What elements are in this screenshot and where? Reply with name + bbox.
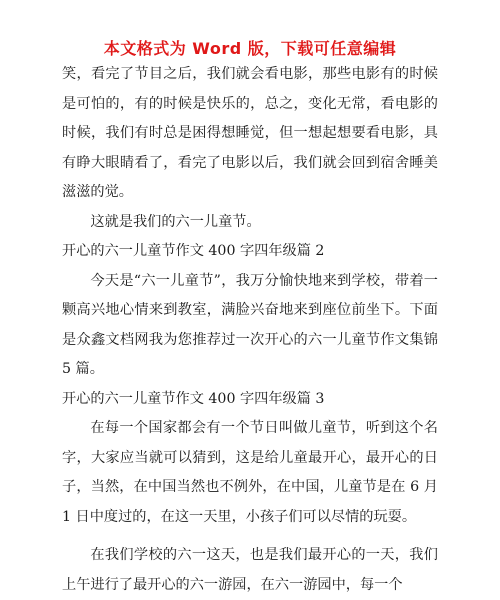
section-heading-3: 开心的六一儿童节作文 400 字四年级篇 3 [62,390,325,407]
paragraph-essay-2: 今天是“六一儿童节”，我万分愉快地来到学校，带着一颗高兴地心情来到教室，满脸兴奋地来到座位前坐下。下面是众鑫文档网我为您推荐过一次开心的六一儿童节作文集锦 5 篇。 [62,272,438,377]
document-banner: 本文格式为 Word 版，下载可任意编辑 [103,39,397,58]
paragraph-closing: 这就是我们的六一儿童节。 [90,213,261,230]
section-heading-2: 开心的六一儿童节作文 400 字四年级篇 2 [62,243,325,259]
paragraph-essay-3-intro: 在每一个国家都会有一个节日叫做儿童节，听到这个名字，大家应当就可以猜到，这是给儿童最开心，最开心的日子，当然，在中国当然也不例外，在中国，儿童节是在 6 月 1 日中度过的，在这一天里，小孩子们可以尽情的玩耍。 [62,420,438,525]
document-body [62,60,438,600]
paragraph-essay-3-school: 在我们学校的六一这天，也是我们最开心的一天，我们上午进行了最开心的六一游园，在六一游园中，每一个 [62,547,438,593]
paragraph-continuation: 笑，看完了节目之后，我们就会看电影，那些电影有的时候是可怕的，有的时候是快乐的，总之，变化无常，看电影的时候，我们有时总是困得想睡觉，但一想起想要看电影，具有睁大眼睛看了，看完了电影以后，我们就会回到宿舍睡美滋滋的觉。 [62,66,438,200]
